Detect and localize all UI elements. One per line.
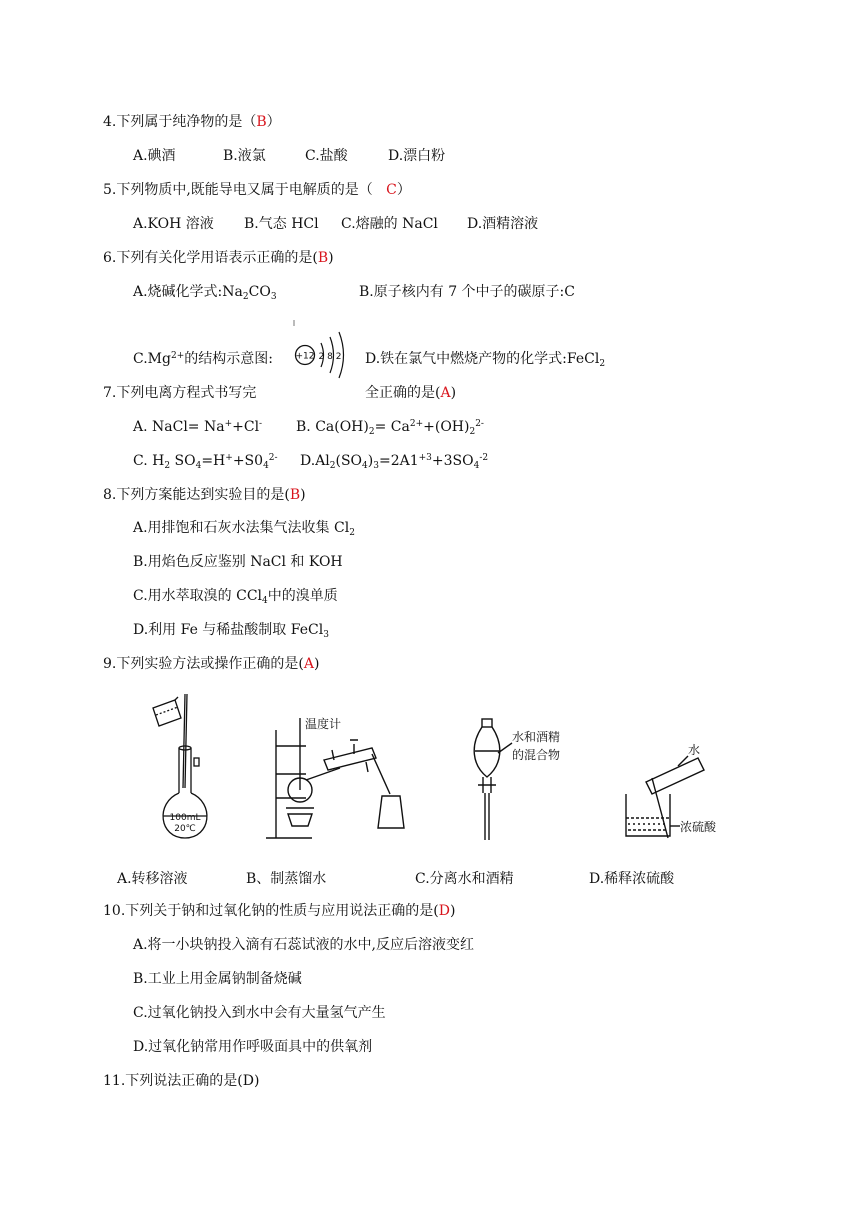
question-6-option-d: D.铁在氯气中燃烧产物的化学式:FeCl$_2$ — [365, 351, 606, 369]
question-10-option-b: B.工业上用金属钠制备烧碱 — [133, 971, 302, 987]
figure-separatory-funnel — [462, 715, 582, 845]
question-4-option-a: A.碘酒 — [133, 148, 176, 164]
question-10-option-d: D.过氧化钠常用作呼吸面具中的供氧剂 — [133, 1039, 373, 1055]
question-5-option-a: A.KOH 溶液 — [133, 216, 214, 232]
question-7-option-d: $D.Al_2(SO_4)_3=2A1^{+3}+3SO_4^{-2}$ — [300, 453, 489, 471]
electron-shells: 2 8 2 — [318, 352, 342, 362]
question-4-option-c: C.盐酸 — [305, 148, 348, 164]
question-5-option-b: B.气态 HCl — [244, 216, 319, 232]
question-6-stem: 6.下列有关化学用语表示正确的是(B) — [103, 250, 334, 266]
flask-volume-label: 100mL — [169, 813, 201, 823]
mixture-label-line2: 的混合物 — [512, 748, 561, 762]
question-8-option-b: B.用焰色反应鉴别 NaCl 和 KOH — [133, 554, 343, 570]
figure-label-b: B、制蒸馏水 — [246, 871, 327, 887]
question-10-stem: 10.下列关于钠和过氧化钠的性质与应用说法正确的是(D) — [103, 903, 456, 919]
question-9-answer: A — [303, 656, 314, 672]
question-7-option-a: A. NaCl= Na++Cl- — [133, 419, 263, 435]
question-6-answer: B — [317, 250, 329, 266]
question-7-option-b: B. $Ca(OH)_2= Ca^{2+}+(OH)_2^{2-}$ — [296, 419, 484, 437]
question-10-option-c: C.过氧化钠投入到水中会有大量氢气产生 — [133, 1005, 386, 1021]
question-6-option-b: B.原子核内有 7 个中子的碳原子:C — [359, 284, 575, 300]
magnesium-ion-structure-diagram — [290, 318, 352, 390]
figure-dilute-acid — [622, 738, 752, 843]
question-6-option-a: A.烧碱化学式$:Na_2CO_3$ — [133, 284, 277, 302]
question-8-option-d: D.利用 Fe 与稀盐酸制取 FeCl$_3$ — [133, 622, 329, 640]
question-10-answer: D — [438, 903, 450, 919]
question-5-answer: C — [386, 182, 397, 198]
question-10-option-a: A.将一小块钠投入滴有石蕊试液的水中,反应后溶液变红 — [133, 937, 475, 953]
mixture-label-line1: 水和酒精 — [512, 730, 561, 744]
question-4-stem: 4.下列属于纯净物的是（B） — [103, 114, 281, 130]
question-11-stem: 11.下列说法正确的是(D) — [103, 1073, 260, 1089]
question-5-option-c: C.熔融的 NaCl — [341, 216, 438, 232]
question-5-option-d: D.酒精溶液 — [467, 216, 539, 232]
figure-distillation — [262, 710, 412, 845]
thermometer-label: 温度计 — [305, 717, 342, 731]
question-7-option-c: C. $H_2$ $SO_4=H^++S0_4^{2-}$ — [133, 453, 278, 471]
question-8-answer: B — [289, 487, 301, 503]
question-7-stem: 7.下列电离方程式书写完 — [103, 385, 257, 401]
question-8-option-a: A.用排饱和石灰水法集气法收集 $Cl_2$ — [133, 520, 355, 538]
question-8-option-c: C.用水萃取溴的 CCl$_4$中的溴单质 — [133, 588, 338, 606]
water-label: 水 — [688, 743, 701, 757]
question-5-stem: 5.下列物质中,既能导电又属于电解质的是（ C） — [103, 182, 411, 198]
question-4-option-d: D.漂白粉 — [388, 148, 446, 164]
figure-label-d: D.稀释浓硫酸 — [589, 871, 675, 887]
figure-label-a: A.转移溶液 — [117, 871, 188, 887]
question-4-answer: B — [256, 114, 267, 130]
question-7-stem-cont: 全正确的是(A) — [365, 385, 457, 401]
figure-label-c: C.分离水和酒精 — [415, 871, 514, 887]
question-4-option-b: B.液氯 — [223, 148, 266, 164]
question-9-stem: 9.下列实验方法或操作正确的是(A) — [103, 656, 320, 672]
acid-label: 浓硫酸 — [680, 820, 717, 834]
flask-temp-label: 20℃ — [174, 824, 196, 834]
question-7-answer: A — [440, 385, 451, 401]
nucleus-charge: +12 — [295, 351, 315, 362]
figure-transfer-solution — [145, 688, 225, 848]
question-8-stem: 8.下列方案能达到实验目的是(B) — [103, 487, 306, 503]
question-6-option-c: $C.Mg^{2+}$的结构示意图: — [133, 351, 273, 367]
